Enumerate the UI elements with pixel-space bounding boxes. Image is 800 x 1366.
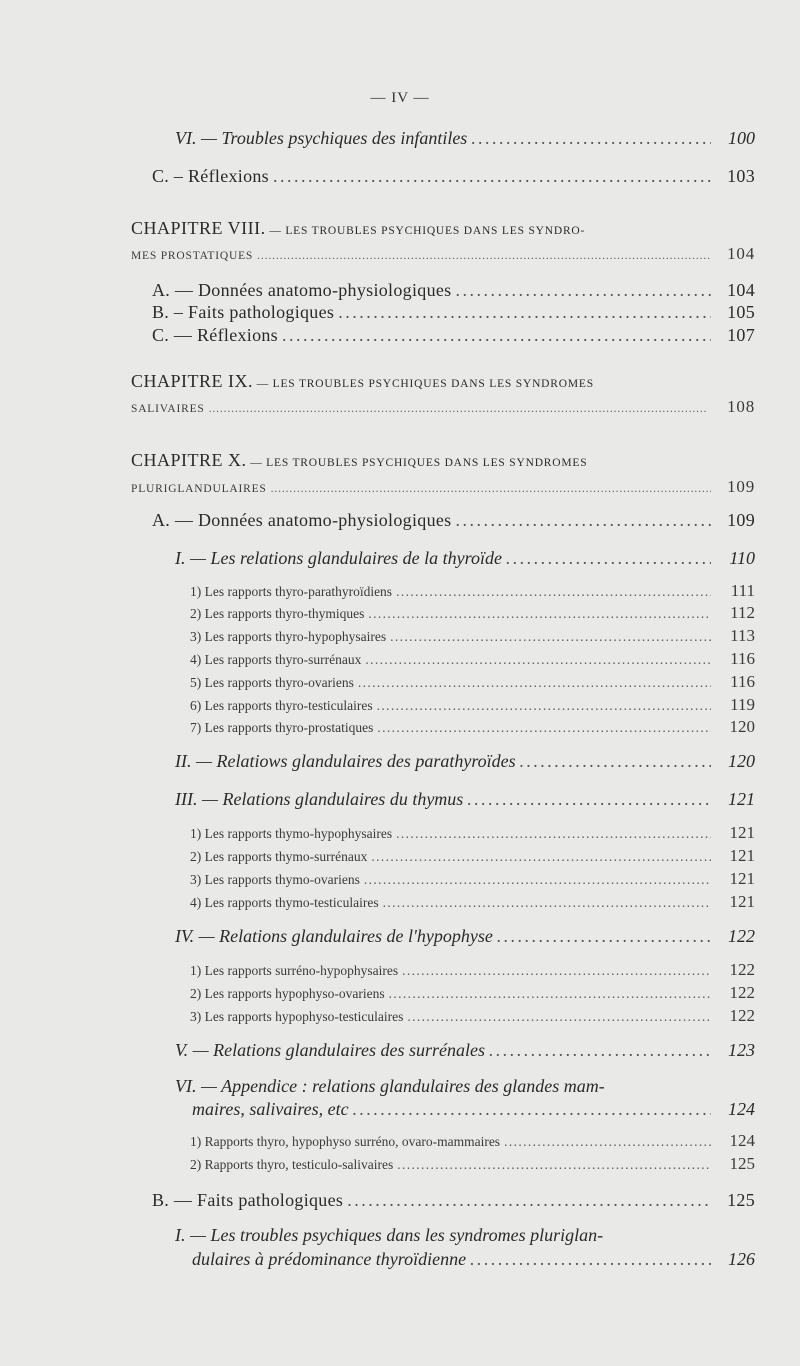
- dot-leader: [364, 872, 711, 888]
- dot-leader: [467, 789, 711, 810]
- toc-entry: dulaires à prédominance thyroïdienne . . . 126: [192, 1249, 755, 1270]
- dot-leader: [383, 895, 711, 911]
- dot-leader: [471, 128, 711, 149]
- dot-leader: [407, 1009, 711, 1025]
- toc-entry: A. — Données anatomo-physiologiques . . . 104: [152, 280, 755, 301]
- toc-entry: 1) Les rapports thyro-parathyroïdiens . . . 111: [190, 581, 755, 601]
- toc-entry: 2) Les rapports thymo-surrénaux . . . 121: [190, 846, 755, 866]
- dot-leader: [389, 986, 711, 1002]
- toc-entry: 1) Rapports thyro, hypophyso surréno, ovaro-mammaires . . . 124: [190, 1131, 755, 1151]
- chapter-heading: CHAPITRE IX. — LES TROUBLES PSYCHIQUES DANS LES SYNDROMES: [131, 371, 594, 391]
- dot-leader: [520, 751, 711, 772]
- chapter-heading: CHAPITRE X. — LES TROUBLES PSYCHIQUES DANS LES SYNDROMES: [131, 450, 588, 470]
- dot-leader: [489, 1040, 711, 1061]
- dot-leader: [455, 510, 711, 531]
- dot-leader: [396, 584, 711, 600]
- dot-leader: [209, 403, 711, 415]
- toc-entry: II. — Relatiows glandulaires des parathyroïdes . . . 120: [175, 751, 755, 772]
- toc-entry: 4) Les rapports thyro-surrénaux . . . 116: [190, 649, 755, 669]
- dot-leader: [282, 325, 711, 346]
- dot-leader: [504, 1134, 711, 1150]
- dot-leader: [470, 1249, 711, 1270]
- dot-leader: [390, 629, 711, 645]
- toc-entry-line: I. — Les troubles psychiques dans les syndromes pluriglan-: [175, 1225, 604, 1245]
- dot-leader: [371, 849, 711, 865]
- dot-leader: [368, 606, 711, 622]
- toc-entry: B. – Faits pathologiques . . . 105: [152, 302, 755, 323]
- toc-entry: IV. — Relations glandulaires de l'hypophyse . . . 122: [175, 926, 755, 947]
- dot-leader: [338, 302, 711, 323]
- dot-leader: [273, 166, 711, 187]
- dot-leader: [257, 250, 711, 262]
- toc-entry: 1) Les rapports surréno-hypophysaires . . . 122: [190, 960, 755, 980]
- toc-entry: 4) Les rapports thymo-testiculaires . . . 121: [190, 892, 755, 912]
- dot-leader: [271, 483, 711, 495]
- toc-entry: PLURIGLANDULAIRES . . . 109: [131, 477, 755, 497]
- toc-entry: 6) Les rapports thyro-testiculaires . . . 119: [190, 695, 755, 715]
- toc-entry: 1) Les rapports thymo-hypophysaires . . . 121: [190, 823, 755, 843]
- toc-entry: VI. — Troubles psychiques des infantiles . . . 100: [175, 128, 755, 149]
- dot-leader: [358, 675, 711, 691]
- toc-entry: III. — Relations glandulaires du thymus . . . 121: [175, 789, 755, 810]
- toc-entry: 5) Les rapports thyro-ovariens . . . 116: [190, 672, 755, 692]
- toc-entry: C. — Réflexions . . . 107: [152, 325, 755, 346]
- toc-entry: A. — Données anatomo-physiologiques . . . 109: [152, 510, 755, 531]
- toc-entry: SALIVAIRES . . . 108: [131, 397, 755, 417]
- dot-leader: [402, 963, 711, 979]
- chapter-heading: CHAPITRE VIII. — LES TROUBLES PSYCHIQUES DANS LES SYNDRO-: [131, 218, 586, 238]
- toc-entry: 2) Les rapports hypophyso-ovariens . . . 122: [190, 983, 755, 1003]
- toc-entry: 2) Les rapports thyro-thymiques . . . 112: [190, 603, 755, 623]
- toc-entry: 3) Les rapports hypophyso-testiculaires . . . 122: [190, 1006, 755, 1026]
- toc-entry: 3) Les rapports thymo-ovariens . . . 121: [190, 869, 755, 889]
- toc-entry: V. — Relations glandulaires des surrénales . . . 123: [175, 1040, 755, 1061]
- toc-entry: B. — Faits pathologiques . . . 125: [152, 1190, 755, 1211]
- dot-leader: [497, 926, 711, 947]
- dot-leader: [365, 652, 711, 668]
- dot-leader: [347, 1190, 711, 1211]
- toc-entry-line: VI. — Appendice : relations glandulaires des glandes mam-: [175, 1076, 605, 1096]
- dot-leader: [377, 720, 711, 736]
- toc-entry: 2) Rapports thyro, testiculo-salivaires . . . 125: [190, 1154, 755, 1174]
- toc-entry: I. — Les relations glandulaires de la thyroïde . . . 110: [175, 548, 755, 569]
- dot-leader: [396, 826, 711, 842]
- dot-leader: [455, 280, 711, 301]
- page-number: — IV —: [370, 90, 430, 106]
- dot-leader: [353, 1099, 711, 1120]
- toc-entry: C. – Réflexions . . . 103: [152, 166, 755, 187]
- dot-leader: [397, 1157, 711, 1173]
- dot-leader: [506, 548, 711, 569]
- dot-leader: [377, 698, 711, 714]
- toc-entry: maires, salivaires, etc . . . 124: [192, 1099, 755, 1120]
- toc-entry: 3) Les rapports thyro-hypophysaires . . . 113: [190, 626, 755, 646]
- toc-entry: 7) Les rapports thyro-prostatiques . . . 120: [190, 717, 755, 737]
- toc-entry: MES PROSTATIQUES . . . 104: [131, 244, 755, 264]
